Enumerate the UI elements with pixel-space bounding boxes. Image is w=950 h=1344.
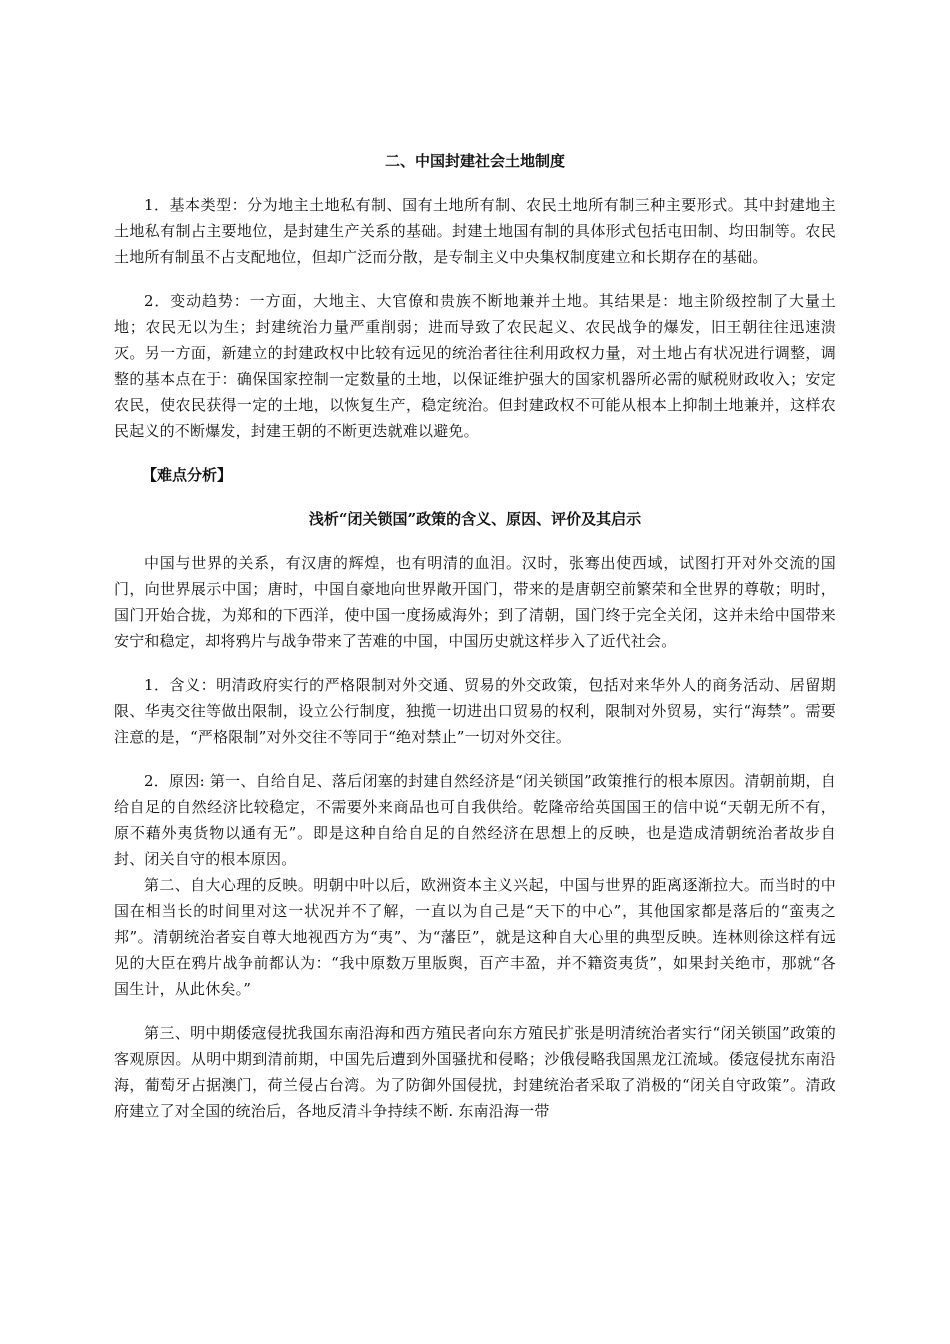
analysis-reason-three: 第三、明中期倭寇侵扰我国东南沿海和西方殖民者向东方殖民扩张是明清统治者实行“闭关锁国”政策的客观原因。从明中期到清前期，中国先后遭到外国骚扰和侵略；沙俄侵略我国黑龙江流域。倭寇侵扰东南沿海，葡萄牙占据澳门，荷兰侵占台湾。为了防御外国侵扰，封建统治者采取了消极的“闭关自守政策”。清政府建立了对全国的统治后，各地反清斗争持续不断. 东南沿海一带 [114,1024,836,1120]
analysis-intro: 中国与世界的关系，有汉唐的辉煌，也有明清的血泪。汉时，张骞出使西域，试图打开对外交流的国门，向世界展示中国；唐时，中国自豪地向世界敞开国门，带来的是唐朝空前繁荣和全世界的尊敬；明时，国门开始合拢，为郑和的下西洋，使中国一度扬威海外；到了清朝，国门终于完全关闭，这并未给中国带来安宁和稳定，却将鸦片与战争带来了苦难的中国，中国历史就这样步入了近代社会。 [114,554,836,650]
analysis-reason-one: 2．原因: 第一、自给自足、落后闭塞的封建自然经济是“闭关锁国”政策推行的根本原因。清朝前期，自给自足的自然经济比较稳定，不需要外来商品也可自我供给。乾隆帝给英国国王的信中说“天朝无所不有，原不藉外夷货物以通有无”。即是这种自给自足的自然经济在思想上的反映，也是造成清朝统治者故步自封、闭关自守的根本原因。 [114,772,836,868]
section-title: 二、中国封建社会土地制度 [384,152,565,170]
analysis-meaning: 1．含义：明清政府实行的严格限制对外交通、贸易的外交政策，包括对来华外人的商务活动、居留期限、华夷交往等做出限制，设立公行制度，独揽一切进出口贸易的权利，限制对外贸易，实行“海禁”。需要注意的是，“严格限制”对外交往不等同于“绝对禁止”一切对外交往。 [114,676,836,746]
land-system-basic-types: 1．基本类型：分为地主土地私有制、国有土地所有制、农民土地所有制三种主要形式。其中封建地主土地私有制占主要地位，是封建生产关系的基础。封建土地国有制的具体形式包括屯田制、均田制等。农民土地所有制虽不占支配地位，但却广泛而分散，是专制主义中央集权制度建立和长期存在的基础。 [114,196,836,266]
land-system-trend: 2．变动趋势：一方面，大地主、大官僚和贵族不断地兼并土地。其结果是：地主阶级控制了大量土地；农民无以为生；封建统治力量严重削弱；进而导致了农民起义、农民战争的爆发，旧王朝往往迅速溃灭。另一方面，新建立的封建政权中比较有远见的统治者往往利用政权力量，对土地占有状况进行调整，调整的基本点在于：确保国家控制一定数量的土地，以保证维护强大的国家机器所必需的赋税财政收入；安定农民，使农民获得一定的土地，以恢复生产，稳定统治。但封建政权不可能从根本上抑制土地兼并，这样农民起义的不断爆发，封建王朝的不断更迭就难以避免。 [114,292,836,440]
difficulty-analysis-heading: 【难点分析】 [142,466,233,484]
analysis-reason-two: 第二、自大心理的反映。明朝中叶以后，欧洲资本主义兴起，中国与世界的距离逐渐拉大。而当时的中国在相当长的时间里对这一状况并不了解，一直以为自己是“天下的中心”，其他国家都是落后的“蛮夷之邦”。清朝统治者妄自尊大地视西方为“夷”、为“藩臣”，就是这种自大心里的典型反映。连林则徐这样有远见的大臣在鸦片战争前都认为：“我中原数万里版舆，百产丰盈，并不籍资夷货”，如果封关绝市，那就“各国生计，从此休矣。” [114,876,836,998]
analysis-title: 浅析“闭关锁国”政策的含义、原因、评价及其启示 [308,510,642,528]
document-page [114,148,836,1142]
